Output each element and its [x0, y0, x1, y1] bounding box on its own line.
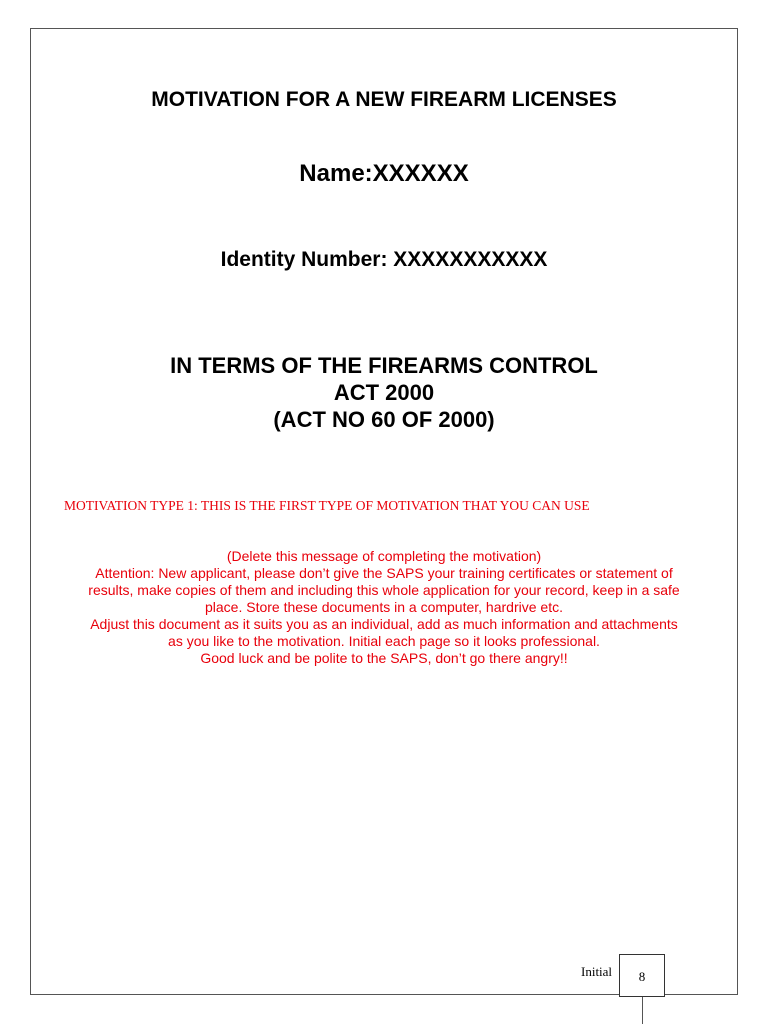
initial-label: Initial	[581, 964, 613, 979]
instruction-block	[48, 548, 720, 667]
act-reference	[0, 352, 768, 433]
instruction-line: (Delete this message of completing the motivation)	[226, 548, 542, 564]
page-number-connector	[642, 997, 643, 1024]
name-line: Name:XXXXXX	[299, 160, 469, 187]
act-reference-line-1: IN TERMS OF THE FIREARMS CONTROL	[170, 353, 598, 378]
act-reference-line-3: (ACT NO 60 OF 2000)	[273, 407, 495, 432]
instruction-line: results, make copies of them and including this whole application for your record, keep in a safe	[88, 582, 680, 598]
instruction-line: as you like to the motivation. Initial each page so it looks professional.	[168, 633, 600, 649]
identity-number-line: Identity Number: XXXXXXXXXXX	[220, 248, 548, 271]
instruction-line: Attention: New applicant, please don’t give the SAPS your training certificates or statement of	[95, 565, 673, 581]
motivation-type-line: MOTIVATION TYPE 1: THIS IS THE FIRST TYPE OF MOTIVATION THAT YOU CAN USE	[64, 498, 590, 513]
instruction-line: Adjust this document as it suits you as an individual, add as much information and attachments	[90, 616, 678, 632]
document-title: MOTIVATION FOR A NEW FIREARM LICENSES	[151, 88, 617, 111]
act-reference-line-2: ACT 2000	[333, 380, 435, 405]
instruction-line: place. Store these documents in a computer, hardrive etc.	[205, 599, 563, 615]
page-number-box: 8	[619, 954, 665, 997]
instruction-line: Good luck and be polite to the SAPS, don’t go there angry!!	[200, 650, 568, 666]
